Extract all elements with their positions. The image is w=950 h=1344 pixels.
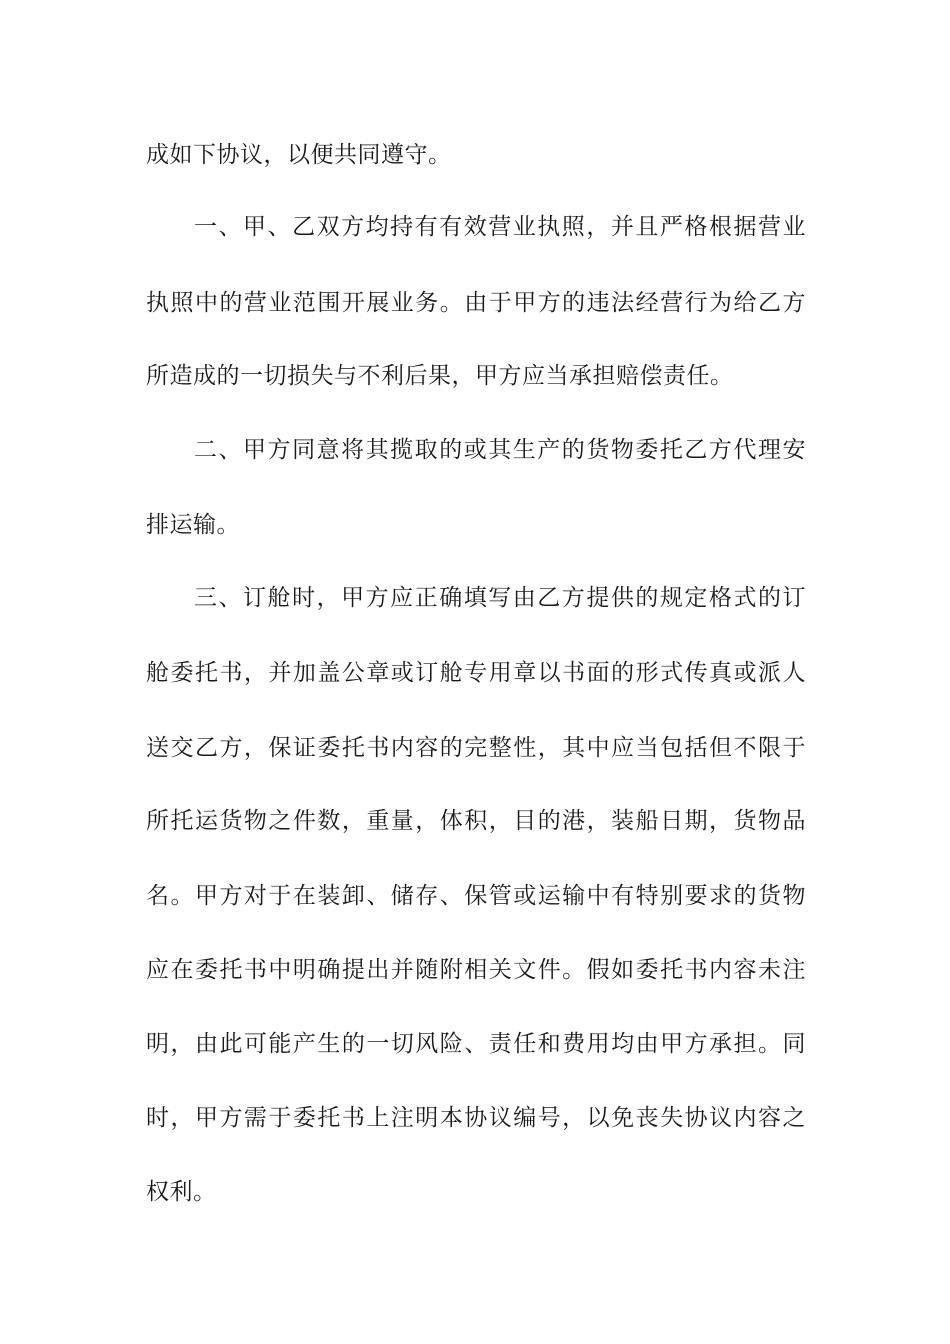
paragraph-line: 执照中的营业范围开展业务。由于甲方的违法经营行为给乙方 <box>146 290 806 316</box>
paragraph-line: 三、订舱时，甲方应正确填写由乙方提供的规定格式的订 <box>194 585 806 611</box>
paragraph-line: 送交乙方，保证委托书内容的完整性，其中应当包括但不限于 <box>146 735 806 761</box>
paragraph-line: 应在委托书中明确提出并随附相关文件。假如委托书内容未注 <box>146 957 806 983</box>
paragraph-line: 舱委托书，并加盖公章或订舱专用章以书面的形式传真或派人 <box>146 660 806 686</box>
paragraph-line: 二、甲方同意将其揽取的或其生产的货物委托乙方代理安 <box>194 437 806 463</box>
paragraph-line: 权利。 <box>146 1179 217 1205</box>
paragraph-line: 时，甲方需于委托书上注明本协议编号，以免丧失协议内容之 <box>146 1105 806 1131</box>
paragraph-line: 名。甲方对于在装卸、储存、保管或运输中有特别要求的货物 <box>146 883 806 909</box>
paragraph-line: 所造成的一切损失与不利后果，甲方应当承担赔偿责任。 <box>146 363 734 389</box>
paragraph-line: 排运输。 <box>146 512 240 538</box>
paragraph-line: 一、甲、乙双方均持有有效营业执照，并且严格根据营业 <box>194 214 806 240</box>
paragraph-line: 所托运货物之件数，重量，体积，目的港，装船日期，货物品 <box>146 808 806 834</box>
paragraph-line: 明，由此可能产生的一切风险、责任和费用均由甲方承担。同 <box>146 1031 806 1057</box>
paragraph-line: 成如下协议，以便共同遵守。 <box>146 142 452 168</box>
